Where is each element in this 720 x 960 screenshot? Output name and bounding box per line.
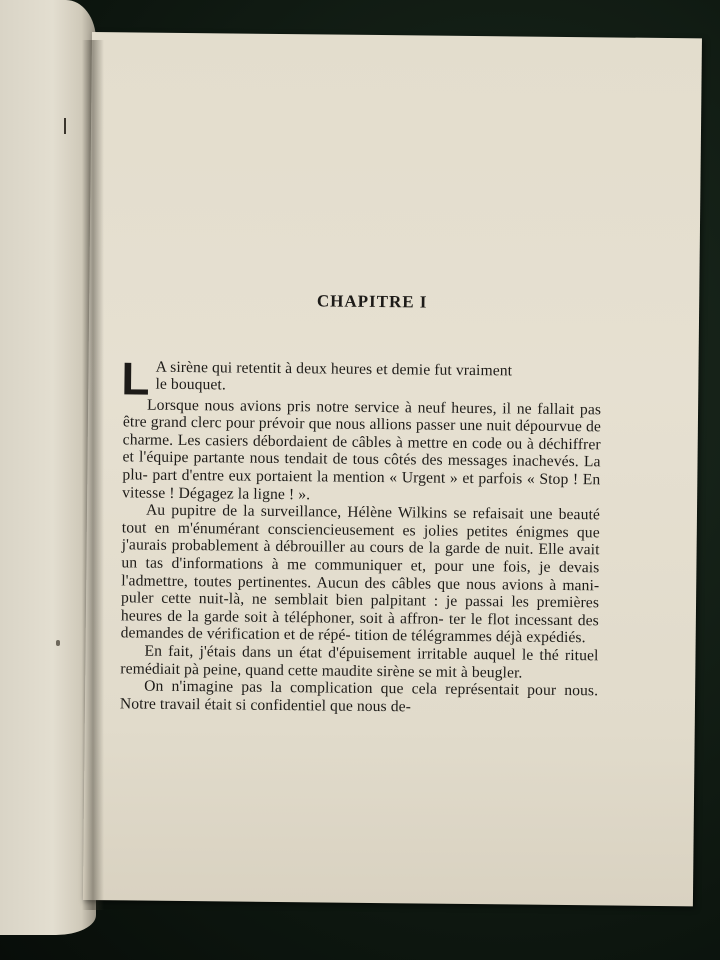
text-line: nous tendait de tous côtés des messages inachevés. La plu- [122,450,601,484]
page-text [120,290,602,717]
right-page [83,32,702,906]
text-line: puler cette nuit-là, ne semblait bien palpitant : je passai les [120,589,537,611]
text-line: toutes pertinentes. Aucun des câbles que nous avions à mani- [193,572,600,594]
text-line: me communiquer et, pour une fois, je devais l'admettre, [121,556,600,590]
text-line: pour nous. Notre travail était si confidentiel que nous de- [119,681,599,716]
chapter-title: CHAPITRE I [316,291,428,312]
text-line: En fait, j'étais dans un état d'épuisement irritable auquel [144,642,522,664]
text-line: le bouquet. [155,375,226,394]
text-line: A sirène qui retentit à deux heures et demie fut vraiment [155,358,513,380]
text-line: ne fallait pas être grand clerc pour prévoir que nous allions [122,400,602,434]
ink-mark [64,118,66,134]
stain-mark [56,640,60,646]
text-line: se mit à beugler. [418,662,523,682]
text-line: une beauté tout en m'énumérant consciencieusement es jolies [121,505,601,540]
book-gutter-shadow [82,40,104,910]
text-line: Lorsque nous avions pris notre service à neuf heures, il [147,396,517,418]
drop-cap: L [121,351,150,405]
text-line: ter le flot incessant des demandes de vérification et de répé- [120,610,599,645]
paragraph-5 [120,677,598,717]
paragraph-2 [122,396,601,507]
text-line: cours de la garde de nuit. Elle avait un tas d'informations à [121,539,600,574]
text-line: part d'entre eux portaient la mention « Urgent » et parfois [152,466,528,488]
text-line: premières heures de la garde soit à téléphoner, soit à affron- [120,593,600,628]
text-line: On n'imagine pas la complication que cela représentait [144,677,528,699]
paragraph-1 [121,351,601,405]
text-line: petites énigmes que j'aurais probablement à débrouiller au [121,522,600,557]
paragraph-4 [120,642,598,682]
text-line: « Stop ! En vitesse ! Dégagez la ligne ! ». [122,470,601,503]
text-line: tition de télégrammes déjà expédiés. [354,627,586,647]
text-line: le thé rituel remédiait pà peine, quand cette maudite sirène [120,646,599,680]
text-line: Au pupitre de la surveillance, Hélène Wilkins se refaisait [145,501,530,523]
paragraph-3 [121,501,600,647]
text-line: passer une nuit dépourvue de charme. Les casiers débordaient [122,416,601,451]
text-line: de câbles à mettre en code ou à déchiffrer et l'équipe partante [122,433,601,468]
